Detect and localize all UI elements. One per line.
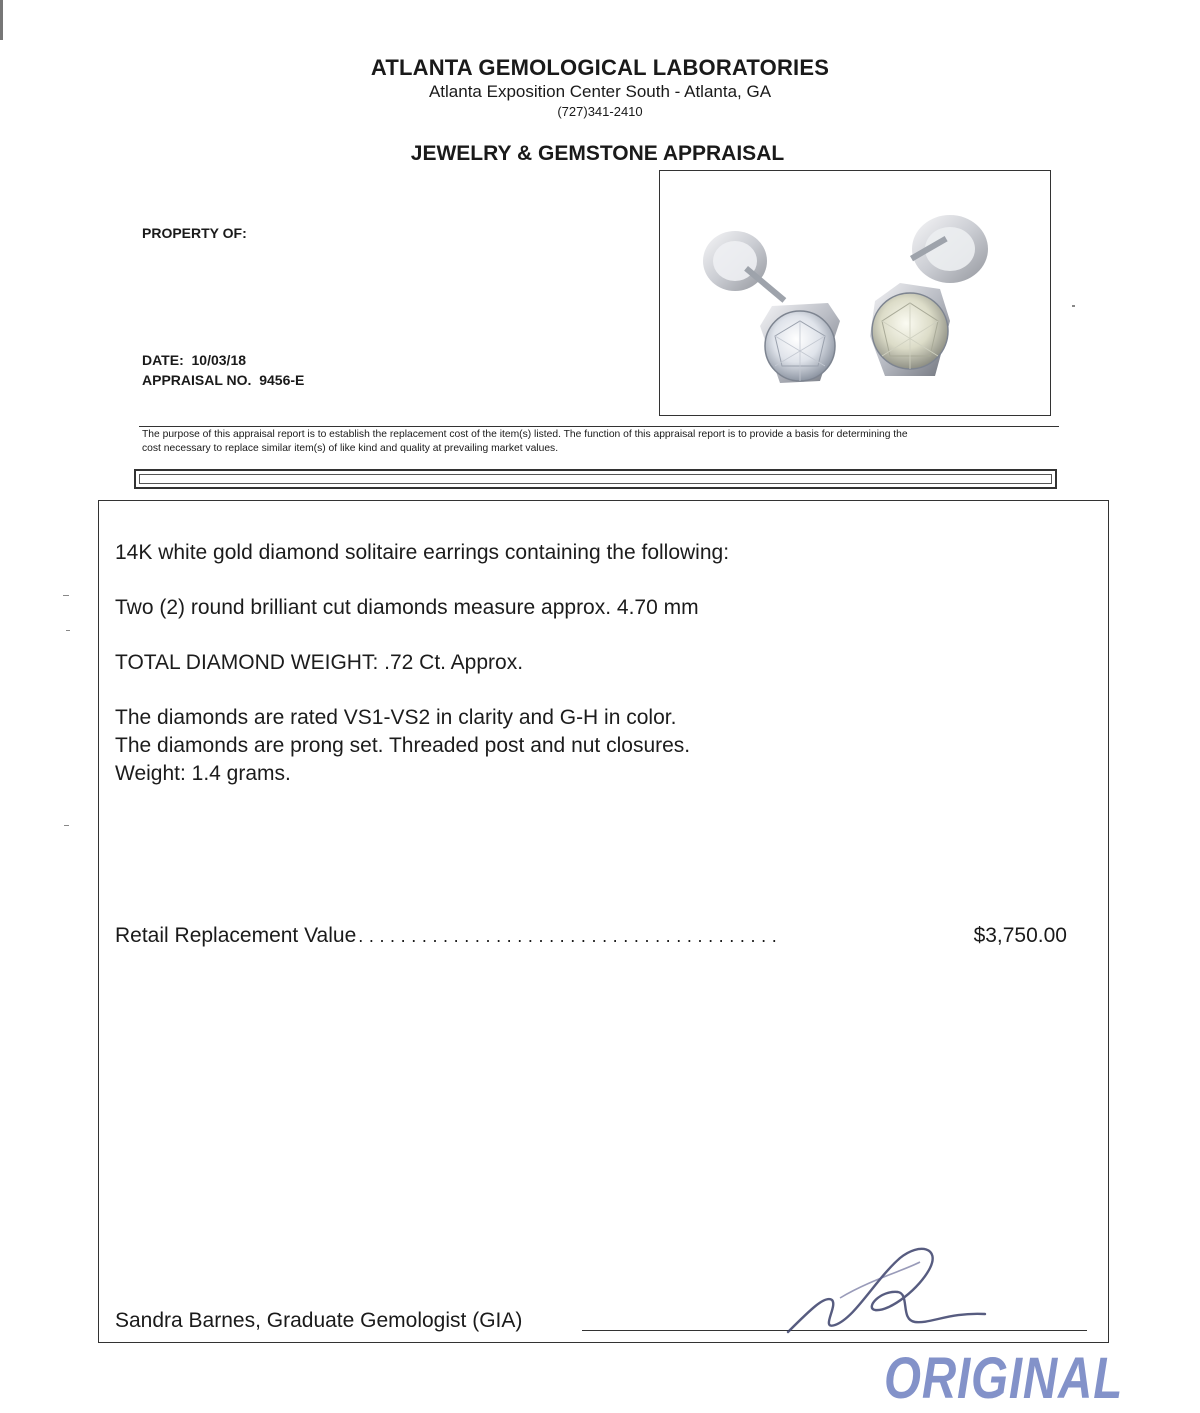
leader-dots: ........................................ bbox=[358, 926, 783, 946]
lab-address: Atlanta Exposition Center South - Atlanta, GA bbox=[428, 82, 772, 101]
metal-weight: Weight: 1.4 grams. bbox=[115, 762, 291, 785]
appraisal-details-box bbox=[98, 500, 1109, 1343]
document-title: JEWELRY & GEMSTONE APPRAISAL bbox=[410, 142, 785, 165]
property-of-label: PROPERTY OF: bbox=[142, 225, 247, 241]
clarity-color-rating: The diamonds are rated VS1-VS2 in clarity and G-H in color. bbox=[115, 706, 677, 729]
date-label: DATE: bbox=[142, 352, 184, 368]
replacement-value-amount: $3,750.00 bbox=[973, 924, 1067, 947]
appraisal-number-label: APPRAISAL NO. bbox=[142, 372, 252, 388]
appraisal-number-value: 9456-E bbox=[259, 372, 305, 388]
right-diamond-icon bbox=[870, 283, 950, 376]
scan-speck bbox=[66, 630, 70, 631]
scan-speck bbox=[1072, 305, 1075, 307]
decorative-bar bbox=[134, 469, 1057, 489]
handwritten-signature bbox=[780, 1240, 1000, 1340]
appraisal-number-line bbox=[142, 372, 304, 388]
purpose-divider bbox=[139, 426, 1059, 427]
lab-name: ATLANTA GEMOLOGICAL LABORATORIES bbox=[370, 55, 830, 80]
item-description: 14K white gold diamond solitaire earrings containing the following: bbox=[115, 541, 730, 564]
date-value: 10/03/18 bbox=[191, 352, 247, 368]
original-stamp: ORIGINAL bbox=[884, 1346, 1124, 1411]
purpose-statement bbox=[142, 428, 1057, 455]
total-diamond-weight: TOTAL DIAMOND WEIGHT: .72 Ct. Approx. bbox=[115, 651, 524, 674]
earrings-photo bbox=[659, 170, 1051, 416]
earrings-illustration bbox=[660, 171, 1050, 415]
scan-speck bbox=[64, 825, 69, 826]
setting-details: The diamonds are prong set. Threaded post and nut closures. bbox=[115, 734, 691, 757]
diamond-measurement: Two (2) round brilliant cut diamonds measure approx. 4.70 mm bbox=[115, 596, 699, 619]
purpose-line-2: cost necessary to replace similar item(s) of like kind and quality at prevailing market values. bbox=[142, 442, 559, 454]
purpose-line-1: The purpose of this appraisal report is to establish the replacement cost of the item(s) listed. The function of this appraisal report is to provide a basis for determining the bbox=[142, 429, 908, 440]
appraiser-name: Sandra Barnes, Graduate Gemologist (GIA) bbox=[115, 1309, 523, 1332]
decorative-bar-inner bbox=[139, 474, 1052, 484]
date-line bbox=[142, 352, 246, 368]
scan-edge-mark bbox=[0, 0, 3, 40]
lab-phone: (727)341-2410 bbox=[557, 104, 643, 119]
left-diamond-icon bbox=[760, 303, 840, 383]
scan-speck bbox=[63, 595, 69, 596]
replacement-value-row bbox=[115, 924, 1067, 948]
replacement-value-label: Retail Replacement Value bbox=[115, 924, 357, 947]
left-earring-back-icon bbox=[703, 231, 767, 291]
